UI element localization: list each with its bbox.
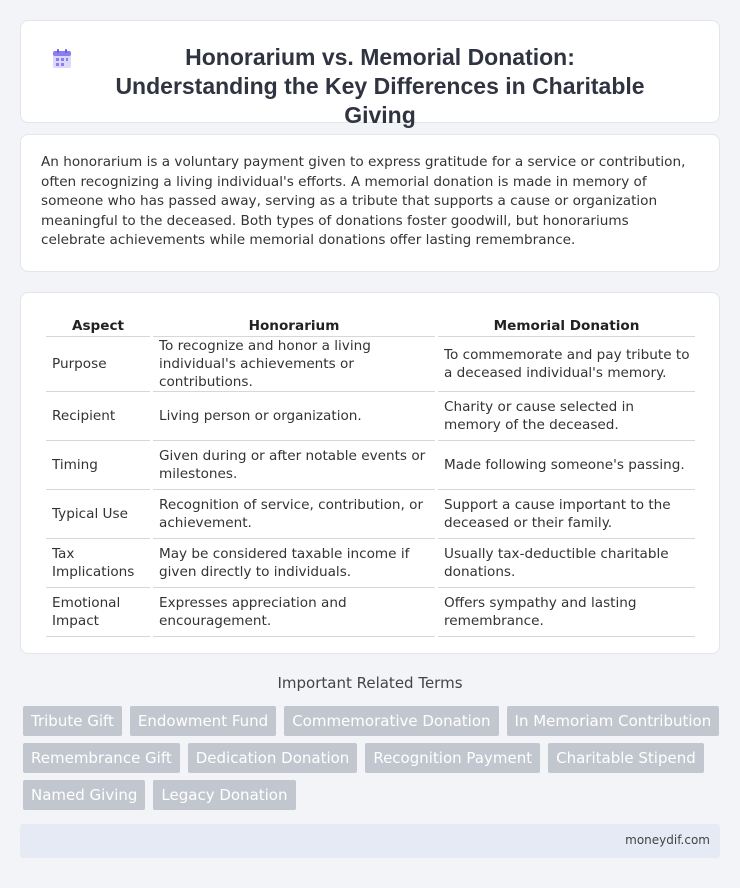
cell-honorarium: May be considered taxable income if given directly to individuals. <box>153 539 435 588</box>
header-memorial-donation: Memorial Donation <box>438 315 695 337</box>
cell-aspect: Emotional Impact <box>46 588 150 637</box>
cell-honorarium: Given during or after notable events or milestones. <box>153 441 435 490</box>
cell-aspect: Purpose <box>46 337 150 392</box>
tag-named-giving[interactable]: Named Giving <box>23 780 145 810</box>
cell-aspect: Typical Use <box>46 490 150 539</box>
cell-memorial: To commemorate and pay tribute to a deceased individual's memory. <box>438 337 695 392</box>
cell-honorarium: Recognition of service, contribution, or achievement. <box>153 490 435 539</box>
table-row <box>46 490 695 539</box>
tag-dedication-donation[interactable]: Dedication Donation <box>188 743 358 773</box>
table-row <box>46 441 695 490</box>
comparison-table <box>43 315 698 637</box>
tag-remembrance-gift[interactable]: Remembrance Gift <box>23 743 180 773</box>
cell-memorial: Usually tax-deductible charitable donations. <box>438 539 695 588</box>
tag-recognition-payment[interactable]: Recognition Payment <box>365 743 540 773</box>
table-header-row <box>46 315 695 337</box>
tag-legacy-donation[interactable]: Legacy Donation <box>153 780 295 810</box>
cell-honorarium: To recognize and honor a living individual's achievements or contributions. <box>153 337 435 392</box>
footer-bar <box>20 824 720 858</box>
page-title: Honorarium vs. Memorial Donation: Understanding the Key Differences in Charitable Giving <box>115 44 645 128</box>
cell-memorial: Support a cause important to the deceased or their family. <box>438 490 695 539</box>
tag-charitable-stipend[interactable]: Charitable Stipend <box>548 743 704 773</box>
table-row <box>46 539 695 588</box>
related-terms-heading: Important Related Terms <box>277 674 463 692</box>
table-row <box>46 337 695 392</box>
intro-paragraph: An honorarium is a voluntary payment given to express gratitude for a service or contribution, often recognizing a living individual's efforts. A memorial donation is made in memory of someone who has passed away, serving as a tribute that supports a cause or organization meaningful to the deceased. Both types of donations foster goodwill, but honorariums celebrate achievements while memorial donations offer lasting remembrance. <box>41 154 686 248</box>
cell-aspect: Tax Implications <box>46 539 150 588</box>
tag-endowment-fund[interactable]: Endowment Fund <box>130 706 276 736</box>
comparison-card <box>20 292 720 654</box>
cell-aspect: Timing <box>46 441 150 490</box>
intro-card <box>20 134 720 272</box>
tag-commemorative-donation[interactable]: Commemorative Donation <box>284 706 498 736</box>
cell-honorarium: Expresses appreciation and encouragement. <box>153 588 435 637</box>
cell-memorial: Offers sympathy and lasting remembrance. <box>438 588 695 637</box>
tag-in-memoriam-contribution[interactable]: In Memoriam Contribution <box>507 706 720 736</box>
table-row <box>46 392 695 441</box>
header-honorarium: Honorarium <box>153 315 435 337</box>
footer-site[interactable]: moneydif.com <box>625 833 710 847</box>
cell-honorarium: Living person or organization. <box>153 392 435 441</box>
cell-memorial: Made following someone's passing. <box>438 441 695 490</box>
tag-tribute-gift[interactable]: Tribute Gift <box>23 706 122 736</box>
related-terms-list <box>23 706 723 810</box>
cell-memorial: Charity or cause selected in memory of the deceased. <box>438 392 695 441</box>
header-aspect: Aspect <box>46 315 150 337</box>
table-row <box>46 588 695 637</box>
title-card <box>20 20 720 128</box>
cell-aspect: Recipient <box>46 392 150 441</box>
